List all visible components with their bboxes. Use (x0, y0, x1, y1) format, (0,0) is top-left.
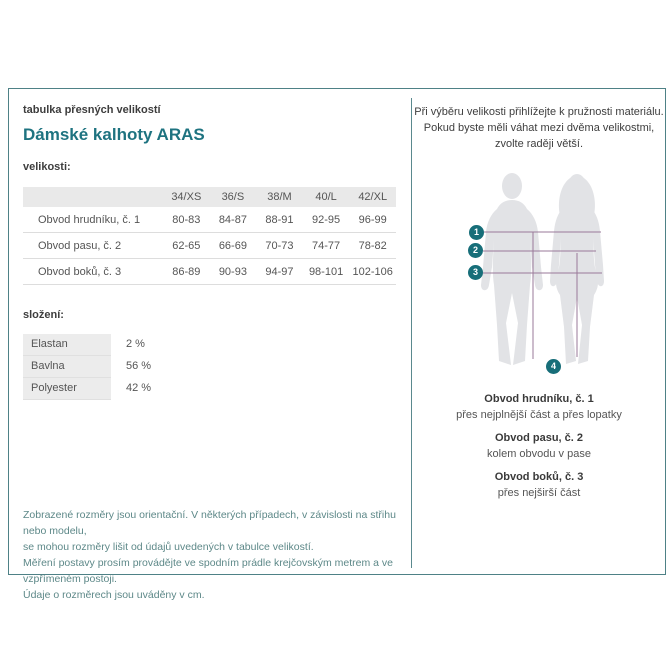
measurement-marker-2: 2 (468, 243, 483, 258)
material-percent: 2 % (126, 338, 145, 350)
size-cell: 78-82 (349, 233, 396, 259)
disclaimer-line: Zobrazené rozměry jsou orientační. V některých případech, v závislosti na střihu nebo modelu, (23, 509, 396, 537)
disclaimer-line: se mohou rozměry lišit od údajů uvedených v tabulce velikostí. (23, 541, 314, 553)
product-title: Dámské kalhoty ARAS (23, 125, 205, 144)
table-row (23, 259, 396, 285)
measurement-description: přes nejširší část (497, 487, 581, 499)
sizing-advice-line: Při výběru velikosti přihlížejte k pružnosti materiálu. (414, 106, 664, 118)
measurement-marker-3: 3 (468, 265, 483, 280)
size-table-header-row (23, 187, 396, 207)
composition-row (23, 334, 273, 356)
size-cell: 84-87 (210, 207, 257, 233)
measurement-description: přes nejplnější část a přes lopatky (456, 409, 622, 421)
table-row (23, 233, 396, 259)
size-column-header: 36/S (210, 187, 257, 207)
size-cell: 90-93 (210, 259, 257, 285)
size-cell: 74-77 (303, 233, 350, 259)
measurement-title: Obvod hrudníku, č. 1 (484, 393, 594, 405)
row-label: Obvod pasu, č. 2 (23, 233, 163, 259)
size-cell: 80-83 (163, 207, 210, 233)
size-cell: 62-65 (163, 233, 210, 259)
size-cell: 102-106 (349, 259, 396, 285)
left-column (23, 101, 405, 400)
material-name: Polyester (23, 378, 111, 400)
material-percent: 56 % (126, 360, 152, 372)
measurement-definition (412, 391, 666, 423)
sizing-advice-line: Pokud byste měli váhat mezi dvěma velikostmi, (423, 122, 655, 134)
row-label: Obvod boků, č. 3 (23, 259, 163, 285)
sizing-advice-text (412, 104, 666, 152)
size-cell: 96-99 (349, 207, 396, 233)
composition-row (23, 378, 273, 400)
sizes-label: velikosti: (23, 161, 71, 173)
size-cell: 86-89 (163, 259, 210, 285)
composition-row (23, 356, 273, 378)
sizing-advice-line: zvolte raději větší. (494, 138, 584, 150)
composition-label: složení: (23, 309, 64, 321)
material-name: Elastan (23, 334, 111, 356)
disclaimer-line: Měření postavy prosím provádějte ve spodním prádle krejčovským metrem a ve vzpřímeném postoji. (23, 557, 393, 585)
body-silhouettes-image (414, 169, 664, 383)
material-name: Bavlna (23, 356, 111, 378)
measurement-description: kolem obvodu v pase (487, 448, 591, 460)
size-column-header: 34/XS (163, 187, 210, 207)
size-cell: 92-95 (303, 207, 350, 233)
size-column-header: 38/M (256, 187, 303, 207)
row-label: Obvod hrudníku, č. 1 (23, 207, 163, 233)
disclaimer-line: Údaje o rozměrech jsou uváděny v cm. (23, 589, 205, 601)
size-cell: 88-91 (256, 207, 303, 233)
size-cell: 98-101 (303, 259, 350, 285)
disclaimer-text (23, 507, 401, 603)
measurement-definition (412, 430, 666, 462)
table-row (23, 207, 396, 233)
measurement-marker-1: 1 (469, 225, 484, 240)
measurement-definition (412, 469, 666, 501)
size-column-header: 42/XL (349, 187, 396, 207)
size-cell: 94-97 (256, 259, 303, 285)
empty-header-cell (23, 187, 163, 207)
measurement-title: Obvod boků, č. 3 (494, 471, 584, 483)
measurement-definitions (412, 391, 666, 508)
size-cell: 70-73 (256, 233, 303, 259)
table-caption: tabulka přesných velikostí (23, 104, 161, 116)
composition-table (23, 334, 273, 400)
size-table (23, 187, 396, 285)
size-chart-panel (8, 88, 666, 601)
size-column-header: 40/L (303, 187, 350, 207)
size-cell: 66-69 (210, 233, 257, 259)
right-column (412, 101, 666, 499)
material-percent: 42 % (126, 382, 152, 394)
measurement-marker-4: 4 (546, 359, 561, 374)
measurement-title: Obvod pasu, č. 2 (494, 432, 584, 444)
body-measurement-diagram (414, 169, 664, 383)
